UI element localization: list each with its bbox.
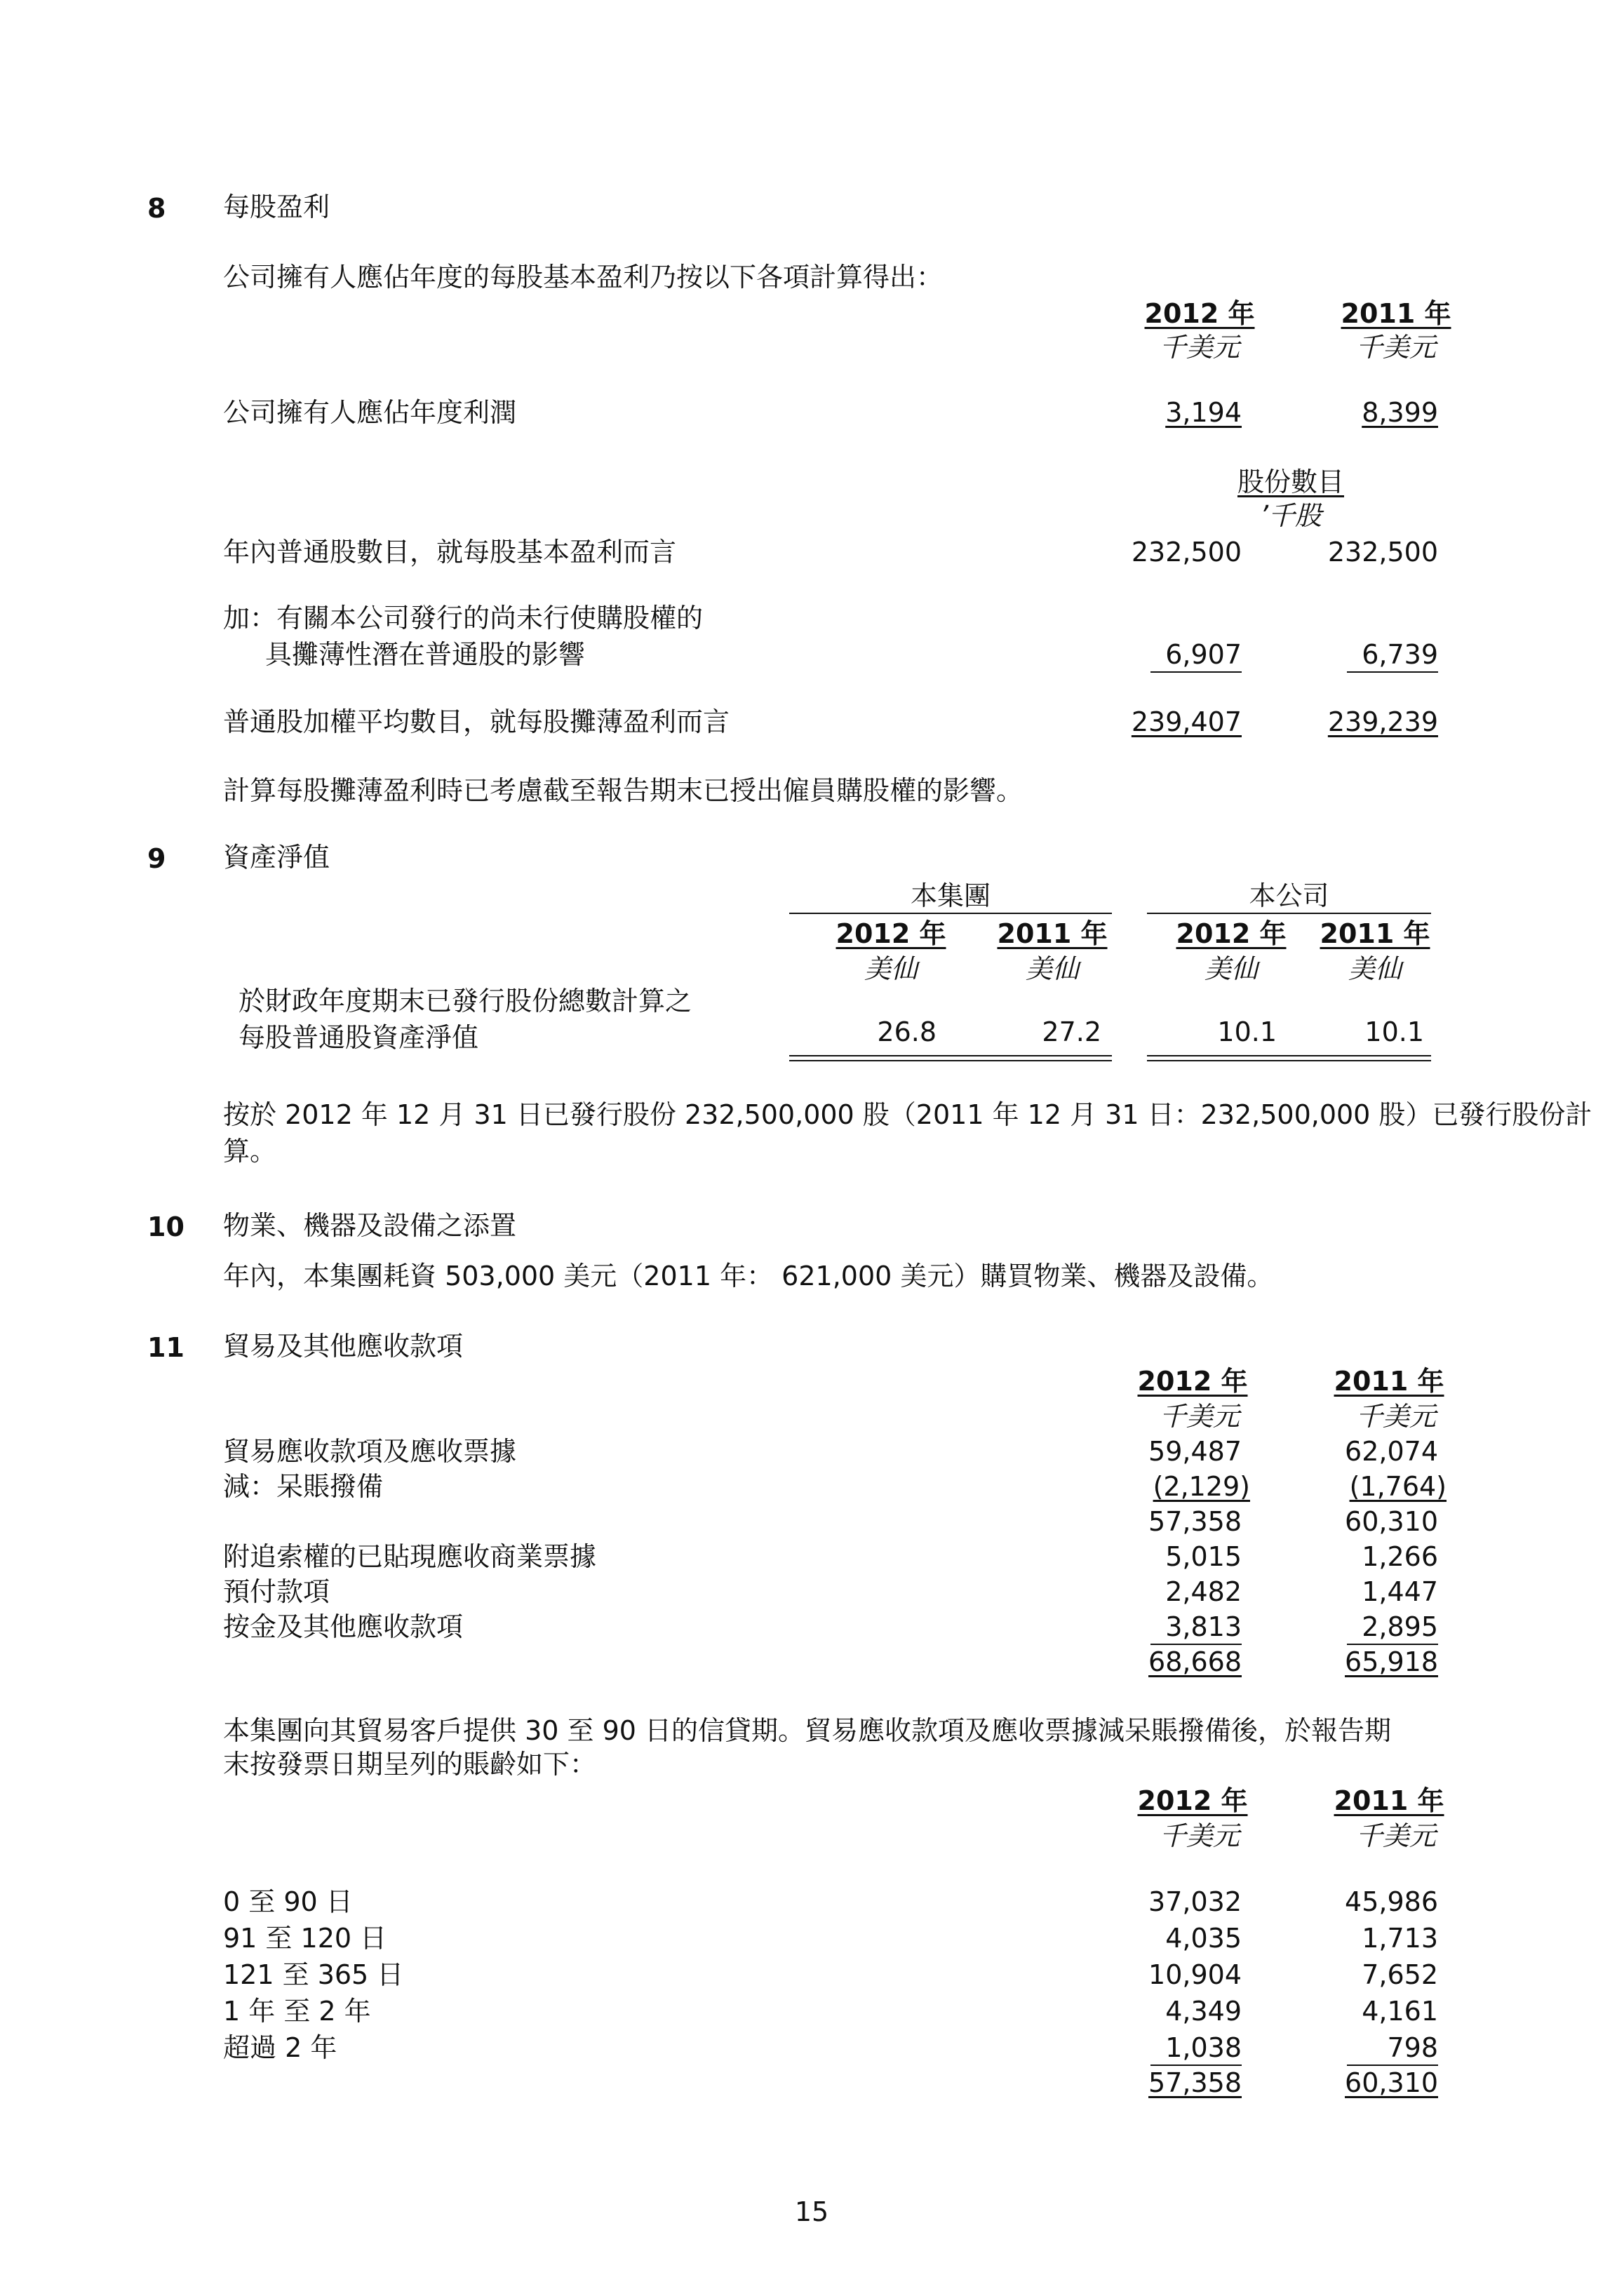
s9-group-total-rule — [789, 1055, 1112, 1061]
s11-row-2011: 2,895 — [1362, 1611, 1438, 1642]
s11-aging-4-2011-rule — [1347, 2065, 1438, 2066]
s11-unit-2012: 千美元 — [1159, 1401, 1240, 1432]
s11-aging-2012: 4,349 — [1165, 1996, 1242, 2027]
s9-group-col-2011: 2011 年 — [997, 918, 1108, 949]
s11-aging-2011: 45,986 — [1345, 1886, 1438, 1917]
s11-aging-label: 91 至 120 日 — [223, 1923, 387, 1954]
section-11-title: 貿易及其他應收款項 — [223, 1331, 464, 1362]
s8-add-label-2: 具攤薄性潛在普通股的影響 — [265, 639, 586, 670]
s11-row-2012: 59,487 — [1148, 1436, 1242, 1467]
s11-aging-col-2011: 2011 年 — [1334, 1785, 1444, 1816]
s9-company-header: 本公司 — [1249, 880, 1329, 911]
s8-add-2011-underline — [1347, 671, 1438, 673]
s9-group-2012: 26.8 — [877, 1016, 937, 1047]
s11-row-2011: 62,074 — [1345, 1436, 1438, 1467]
s8-basic-2012: 232,500 — [1131, 537, 1242, 568]
s11-aging-4-2012-rule — [1150, 2065, 1242, 2066]
s11-row-5-2012-rule — [1150, 1644, 1242, 1645]
s9-unit-2: 美仙 — [1025, 953, 1079, 984]
s9-company-header-rule — [1147, 913, 1431, 914]
s11-aging-2012: 4,035 — [1165, 1923, 1242, 1954]
section-9-number: 9 — [147, 843, 166, 874]
s8-add-2012-underline — [1150, 671, 1242, 673]
s8-diluted-2011: 239,239 — [1327, 706, 1438, 737]
s8-diluted-2012: 239,407 — [1131, 706, 1242, 737]
s11-row-label: 減：呆賬撥備 — [223, 1471, 384, 1502]
s9-company-col-2011: 2011 年 — [1320, 918, 1430, 949]
s11-total-2012: 68,668 — [1148, 1646, 1242, 1677]
s11-aging-2012: 37,032 — [1148, 1886, 1242, 1917]
s11-aging-unit-2012: 千美元 — [1159, 1820, 1240, 1851]
s11-row-label: 按金及其他應收款項 — [223, 1611, 464, 1642]
s9-group-2011: 27.2 — [1042, 1016, 1101, 1047]
s8-shares-header: 股份數目 — [1237, 466, 1344, 497]
s9-row-label-2: 每股普通股資產淨值 — [239, 1022, 479, 1053]
s11-aging-2011: 4,161 — [1362, 1996, 1438, 2027]
s9-group-header: 本集團 — [910, 880, 991, 911]
s9-note-line-2: 算。 — [223, 1136, 277, 1167]
s11-aging-2012: 10,904 — [1148, 1959, 1242, 1990]
s11-aging-col-2012: 2012 年 — [1137, 1785, 1248, 1816]
s9-unit-3: 美仙 — [1204, 953, 1258, 984]
s11-aging-2011: 1,713 — [1362, 1923, 1438, 1954]
s11-row-2011: (1,764) — [1349, 1471, 1447, 1502]
s8-profit-label: 公司擁有人應佔年度利潤 — [223, 397, 517, 428]
s11-total-2011: 65,918 — [1345, 1646, 1438, 1677]
s11-aging-2012: 1,038 — [1165, 2032, 1242, 2063]
s11-aging-label: 1 年 至 2 年 — [223, 1996, 371, 2027]
section-8-number: 8 — [147, 193, 166, 224]
s8-profit-2012: 3,194 — [1165, 397, 1242, 428]
s9-group-col-2012: 2012 年 — [836, 918, 946, 949]
s9-note-line-1: 按於 2012 年 12 月 31 日已發行股份 232,500,000 股（2011 年 12 月 31 日：232,500,000 股）已發行股份計 — [223, 1099, 1592, 1130]
section-10-number: 10 — [147, 1211, 184, 1242]
s8-add-2011: 6,739 — [1362, 639, 1438, 670]
s8-add-2012: 6,907 — [1165, 639, 1242, 670]
s9-unit-1: 美仙 — [864, 953, 918, 984]
s11-col-2011: 2011 年 — [1334, 1366, 1444, 1397]
s11-row-2011: 1,447 — [1362, 1576, 1438, 1607]
s11-col-2012: 2012 年 — [1137, 1366, 1248, 1397]
s9-company-2011: 10.1 — [1364, 1016, 1424, 1047]
s11-aging-unit-2011: 千美元 — [1355, 1820, 1436, 1851]
s11-row-2011: 1,266 — [1362, 1541, 1438, 1572]
s8-add-label-1: 加：有關本公司發行的尚未行使購股權的 — [223, 603, 704, 633]
s11-aging-label: 超過 2 年 — [223, 2032, 337, 2063]
s9-company-col-2012: 2012 年 — [1176, 918, 1287, 949]
s11-aging-2011: 798 — [1387, 2032, 1438, 2063]
s9-group-header-rule — [789, 913, 1112, 914]
section-8-intro: 公司擁有人應佔年度的每股基本盈利乃按以下各項計算得出： — [223, 262, 944, 293]
s11-aging-total-2011: 60,310 — [1345, 2067, 1438, 2098]
section-8-title: 每股盈利 — [223, 192, 330, 222]
s8-unit-2012: 千美元 — [1159, 332, 1240, 363]
s11-row-5-2011-rule — [1347, 1644, 1438, 1645]
section-10-text: 年內，本集團耗資 503,000 美元（2011 年： 621,000 美元）購買物業、機器及設備。 — [223, 1261, 1274, 1291]
s11-unit-2011: 千美元 — [1355, 1401, 1436, 1432]
s8-col-2012: 2012 年 — [1144, 298, 1255, 329]
s8-unit-2011: 千美元 — [1355, 332, 1436, 363]
s11-subtotal-2012: 57,358 — [1148, 1506, 1242, 1537]
s8-shares-unit: ’千股 — [1259, 500, 1322, 531]
section-11-number: 11 — [147, 1332, 184, 1363]
s11-row-2012: (2,129) — [1153, 1471, 1250, 1502]
s11-aging-intro-1: 本集團向其貿易客戶提供 30 至 90 日的信貸期。貿易應收款項及應收票據減呆賬撥備後，於報告期 — [223, 1715, 1392, 1746]
s11-row-label: 附追索權的已貼現應收商業票據 — [223, 1541, 597, 1572]
s9-company-2012: 10.1 — [1217, 1016, 1277, 1047]
s8-note: 計算每股攤薄盈利時已考慮截至報告期末已授出僱員購股權的影響。 — [223, 775, 1024, 806]
s11-aging-label: 0 至 90 日 — [223, 1886, 353, 1917]
section-10-title: 物業、機器及設備之添置 — [223, 1210, 517, 1241]
s11-subtotal-2011: 60,310 — [1345, 1506, 1438, 1537]
s9-unit-4: 美仙 — [1348, 953, 1402, 984]
s11-row-2012: 5,015 — [1165, 1541, 1242, 1572]
s11-aging-label: 121 至 365 日 — [223, 1959, 404, 1990]
page-number: 15 — [794, 2196, 829, 2227]
s11-row-label: 預付款項 — [223, 1576, 330, 1607]
s8-profit-2011: 8,399 — [1362, 397, 1438, 428]
s9-row-label-1: 於財政年度期末已發行股份總數計算之 — [239, 986, 692, 1016]
s9-company-total-rule — [1147, 1055, 1431, 1061]
s11-aging-intro-2: 末按發票日期呈列的賬齡如下： — [223, 1749, 597, 1780]
s8-col-2011: 2011 年 — [1341, 298, 1451, 329]
s11-aging-2011: 7,652 — [1362, 1959, 1438, 1990]
section-9-title: 資產淨值 — [223, 842, 330, 873]
s8-basic-label: 年內普通股數目，就每股基本盈利而言 — [223, 537, 677, 568]
s11-aging-total-2012: 57,358 — [1148, 2067, 1242, 2098]
s11-row-2012: 3,813 — [1165, 1611, 1242, 1642]
s8-diluted-label: 普通股加權平均數目，就每股攤薄盈利而言 — [223, 706, 730, 737]
s11-row-label: 貿易應收款項及應收票據 — [223, 1436, 517, 1467]
s11-row-2012: 2,482 — [1165, 1576, 1242, 1607]
s8-basic-2011: 232,500 — [1327, 537, 1438, 568]
